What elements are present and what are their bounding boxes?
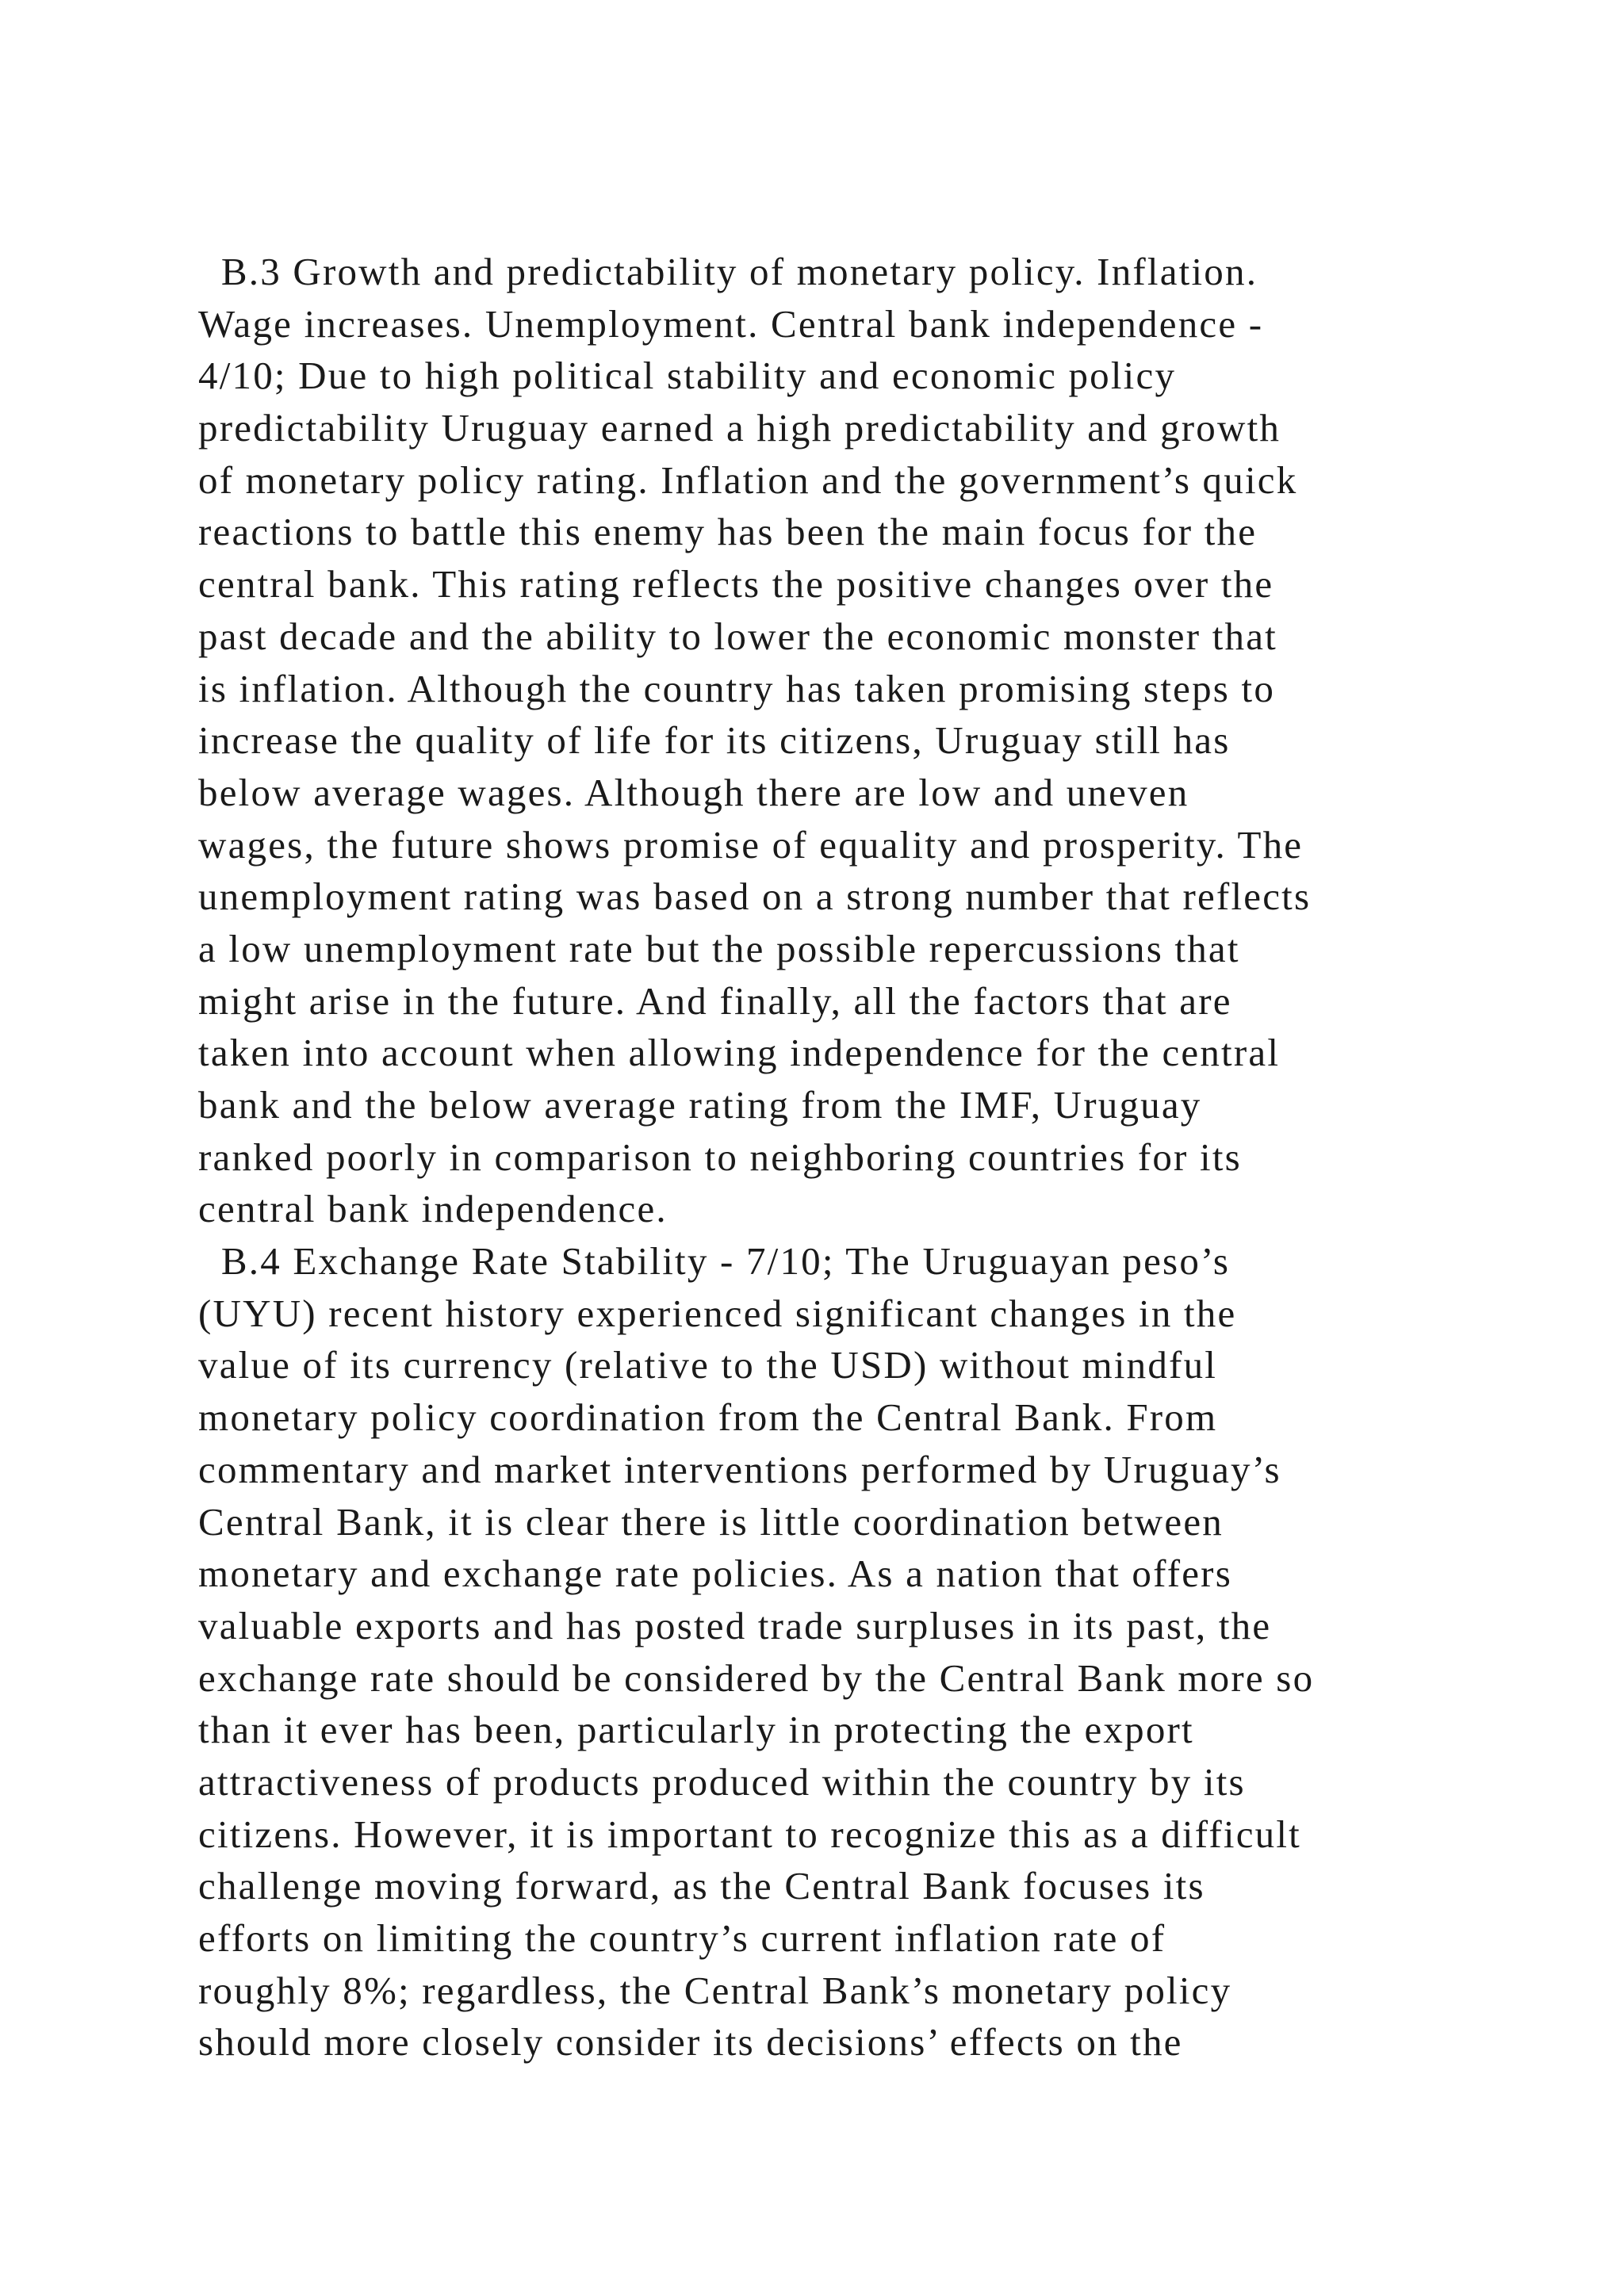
text-line: central bank independence.: [198, 1187, 668, 1231]
text-line: should more closely consider its decisions’ effects on the: [198, 2020, 1183, 2064]
document-body-text: [198, 246, 1483, 2068]
text-line: below average wages. Although there are low and uneven: [198, 770, 1189, 814]
text-line: increase the quality of life for its citizens, Uruguay still has: [198, 718, 1231, 763]
text-line: attractiveness of products produced within the country by its: [198, 1759, 1246, 1804]
text-line: valuable exports and has posted trade surpluses in its past, the: [198, 1603, 1272, 1647]
text-line: challenge moving forward, as the Central Bank focuses its: [198, 1864, 1205, 1908]
text-line: unemployment rating was based on a strong number that reflects: [198, 874, 1312, 919]
text-line: (UYU) recent history experienced significant changes in the: [198, 1291, 1237, 1335]
text-line: might arise in the future. And finally, all the factors that are: [198, 978, 1232, 1023]
text-line: Central Bank, it is clear there is little coordination between: [198, 1499, 1224, 1544]
text-line: ranked poorly in comparison to neighboring countries for its: [198, 1135, 1242, 1179]
text-line: 4/10; Due to high political stability and economic policy: [198, 354, 1177, 398]
text-line: citizens. However, it is important to recognize this as a difficult: [198, 1812, 1301, 1856]
text-line: wages, the future shows promise of equality and prosperity. The: [198, 822, 1304, 867]
text-line: bank and the below average rating from the IMF, Uruguay: [198, 1083, 1202, 1127]
text-line: past decade and the ability to lower the economic monster that: [198, 614, 1277, 658]
text-line: value of its currency (relative to the USD) without mindful: [198, 1343, 1218, 1387]
text-line: roughly 8%; regardless, the Central Bank’s monetary policy: [198, 1968, 1232, 2012]
text-line: Wage increases. Unemployment. Central bank independence -: [198, 301, 1264, 346]
text-line: taken into account when allowing independence for the central: [198, 1031, 1281, 1075]
text-line: efforts on limiting the country’s current inflation rate of: [198, 1916, 1166, 1960]
text-line: than it ever has been, particularly in protecting the export: [198, 1708, 1194, 1752]
text-line: is inflation. Although the country has taken promising steps to: [198, 666, 1276, 710]
text-line: monetary and exchange rate policies. As a nation that offers: [198, 1552, 1232, 1596]
text-line: reactions to battle this enemy has been the main focus for the: [198, 510, 1258, 554]
text-line: predictability Uruguay earned a high predictability and growth: [198, 406, 1281, 450]
text-line: monetary policy coordination from the Central Bank. From: [198, 1395, 1218, 1440]
text-line: B.3 Growth and predictability of monetary policy. Inflation.: [198, 250, 1258, 293]
text-line: commentary and market interventions performed by Uruguay’s: [198, 1447, 1281, 1491]
text-line: exchange rate should be considered by the Central Bank more so: [198, 1655, 1315, 1700]
text-line: of monetary policy rating. Inflation and the government’s quick: [198, 457, 1298, 502]
text-line: a low unemployment rate but the possible repercussions that: [198, 926, 1240, 970]
text-line: central bank. This rating reflects the positive changes over the: [198, 562, 1274, 607]
text-line: B.4 Exchange Rate Stability - 7/10; The Uruguayan peso’s: [198, 1239, 1231, 1284]
